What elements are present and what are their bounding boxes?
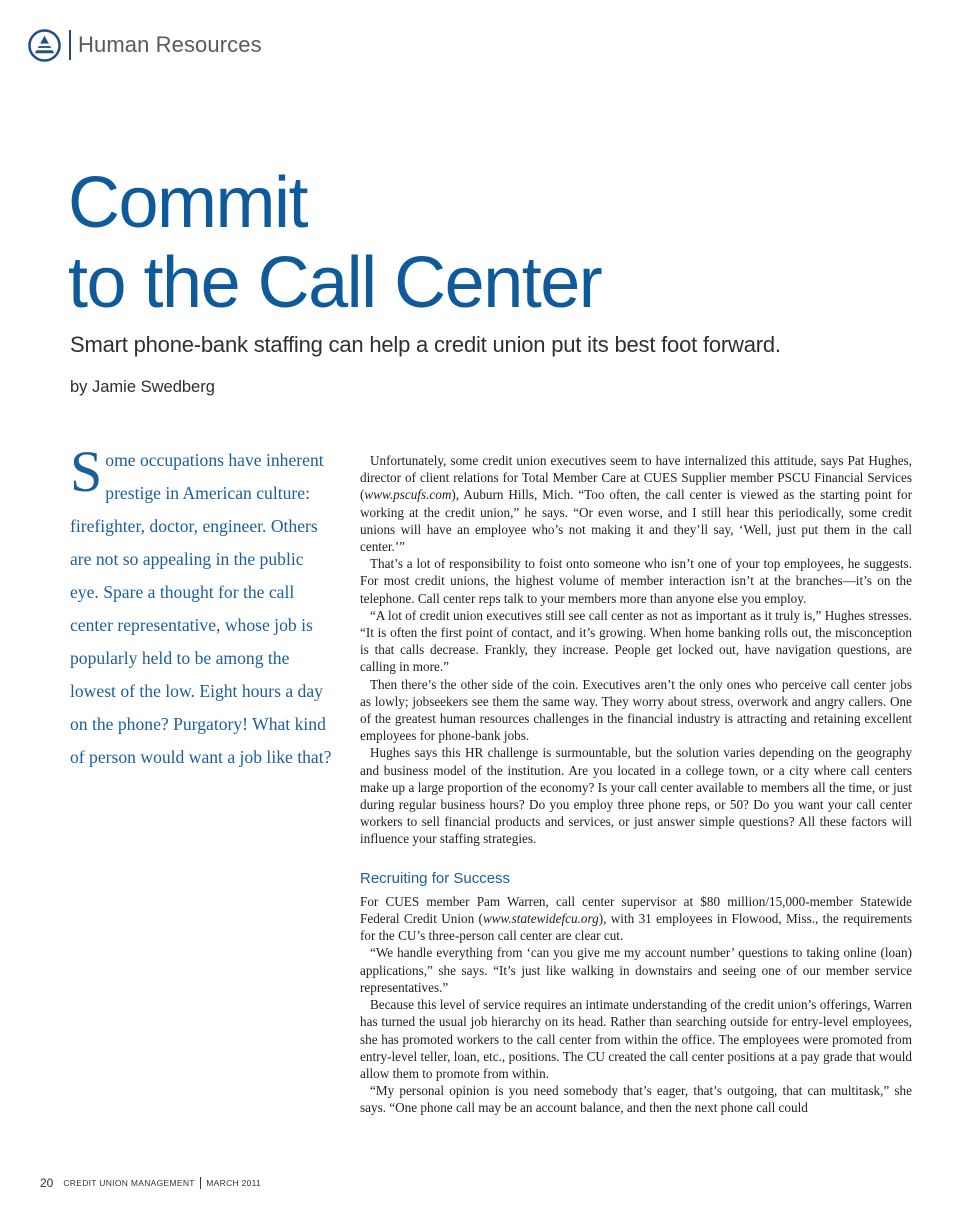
- body-paragraph-2: That’s a lot of responsibility to foist onto someone who isn’t one of your top employees, he suggests. For most credit unions, the highest volume of member interaction isn’t at the branches—it’s on the telephone. Call center reps talk to your members more than anyone else you employ.: [360, 556, 912, 606]
- body-paragraph-6: For CUES member Pam Warren, call center supervisor at $80 million/15,000-member Statewide Federal Credit Union (www.statewidefcu.org), with 31 employees in Flowood, Miss., the requirements for the CU’s three-person call center are clear cut.: [360, 893, 912, 944]
- body-paragraph-7: “We handle everything from ‘can you give me my account number’ questions to taking online (loan) applications,” she says. “It’s just like walking in downstairs and seeing one of our member service representatives.”: [360, 945, 912, 995]
- title-line-1: Commit: [68, 163, 307, 243]
- statewide-url: www.statewidefcu.org: [482, 911, 599, 927]
- page-footer: [40, 1175, 261, 1191]
- subhead-recruiting: Recruiting for Success: [360, 869, 511, 887]
- header-divider: [69, 30, 71, 60]
- title-line-2: to the Call Center: [68, 243, 602, 323]
- body-paragraph-8: Because this level of service requires an intimate understanding of the credit union’s offerings, Warren has turned the usual job hierarchy on its head. Rather than searching outside for entry-level employees, she has promoted workers to the call center from within the office. The employees were promoted from entry-level teller, loan, etc., positions. The CU created the call center positions at a pay grade that would allow them to promote from within.: [360, 997, 912, 1081]
- footer-divider: [200, 1177, 202, 1189]
- article-title: [68, 163, 601, 323]
- body-paragraph-3: “A lot of credit union executives still see call center as not as important as it truly is,” Hughes stresses. “It is often the first point of contact, and it’s growing. When home banking rolls out, the misconception is that calls decrease. Frankly, they increase. People get locked out, have navigation questions, are calling in more.”: [360, 607, 912, 675]
- issue-date: MARCH 2011: [206, 1178, 262, 1188]
- cu-management-logo-icon: [28, 29, 61, 62]
- page-number: 20: [40, 1176, 54, 1190]
- drop-cap: S: [70, 439, 103, 504]
- article-subtitle: Smart phone-bank staffing can help a credit union put its best foot forward.: [70, 332, 781, 357]
- body-paragraph-4: Then there’s the other side of the coin. Executives aren’t the only ones who perceive call center jobs as lowly; jobseekers see them the same way. They worry about stress, overwork and angry callers. One of the greatest human resources challenges in the financial industry is attracting and retaining excellent employees for phone-bank jobs.: [360, 676, 912, 744]
- byline: by Jamie Swedberg: [70, 378, 215, 396]
- body-paragraph-9: “My personal opinion is you need somebody that’s eager, that’s outgoing, that can multitask,” she says. “One phone call may be an account balance, and then the next phone call could: [360, 1083, 912, 1116]
- publication-name: CREDIT UNION MANAGEMENT: [63, 1178, 195, 1188]
- pscu-url: www.pscufs.com: [364, 487, 452, 503]
- page-header: [28, 27, 262, 63]
- section-name: Human Resources: [78, 32, 262, 57]
- body-paragraph-5: Hughes says this HR challenge is surmountable, but the solution varies depending on the geography and business model of the institution. Are you located in a college town, or a city where call centers make up a large proportion of the economy? Is your call center available to members all the time, or just during regular business hours? Do you employ three phone reps, or 50? Do you want your call center workers to sell financial products and services, or just answer simple questions? All these factors will influence your staffing strategies.: [360, 745, 912, 847]
- article-body: [360, 452, 912, 1117]
- intro-paragraph: [70, 439, 332, 774]
- body-paragraph-1: Unfortunately, some credit union executives seem to have internalized this attitude, says Pat Hughes, director of client relations for Total Member Care at CUES Supplier member PSCU Financial Services (www.pscufs.com), Auburn Hills, Mich. “Too often, the call center is viewed as the starting point for working at the credit union,” he says. “Or even worse, and I still hear this periodically, some credit unions will have an employee who’s not making it and they’ll say, ‘Well, just put them in the call center.’”: [360, 453, 912, 555]
- intro-text: ome occupations have inherent prestige in American culture: firefighter, doctor, engineer. Others are not so appealing in the public eye. Spare a thought for the call center representative, whose job is popularly held to be among the lowest of the low. Eight hours a day on the phone? Purgatory! What kind of person would want a job like that?: [70, 450, 332, 767]
